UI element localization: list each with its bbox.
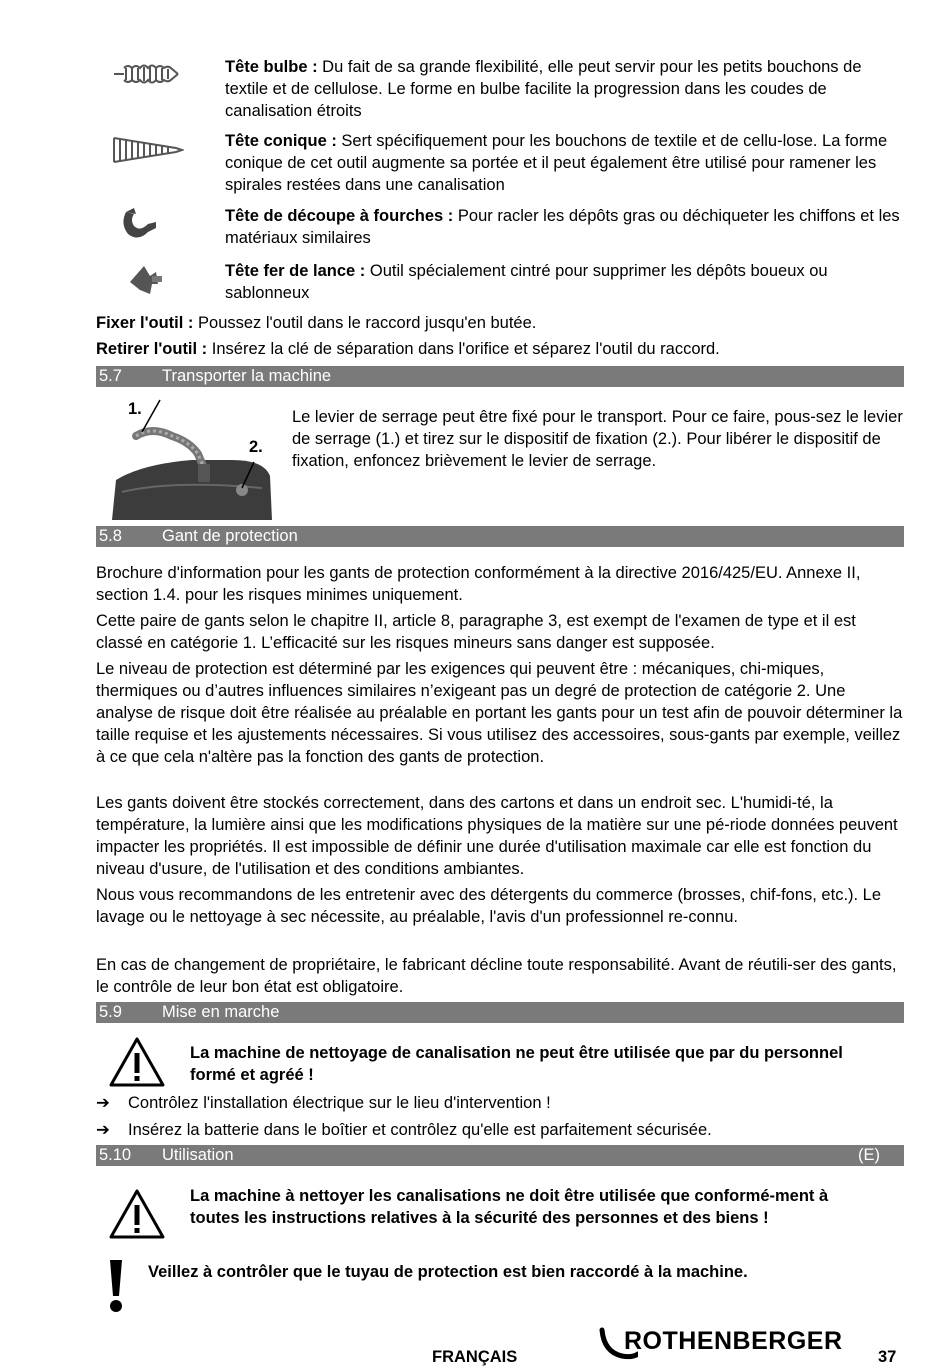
glove-paragraph-4: Les gants doivent être stockés correctement, dans des cartons et dans un endroit sec. L'humidi-té, la température, la lumière ainsi que les modifications physiques de la matière sur une pé-riode données peuvent impacter les propriétés. Il est impossible de définir une durée d'utilisation maximale car elle est fonction du niveau d'usure, de l'utilisation et des conditions ambiantes.	[96, 794, 898, 878]
tool-name: Tête conique :	[225, 132, 337, 150]
remove-text: Insérez la clé de séparation dans l'orifice et séparez l'outil du raccord.	[207, 340, 720, 358]
tool-text: Du fait de sa grande flexibilité, elle peut servir pour les petits bouchons de textile et de cellulose. Le forme en bulbe facilite la progression dans les coudes de canalisation étroits	[225, 58, 862, 120]
section-number: 5.9	[99, 1003, 122, 1021]
section-title: Transporter la machine	[162, 367, 332, 385]
hose-note: Veillez à contrôler que le tuyau de protection est bien raccordé à la machine.	[148, 1263, 748, 1281]
warning-triangle-icon	[108, 1036, 166, 1088]
tool-description-bulb	[225, 56, 905, 122]
tool-name: Tête fer de lance :	[225, 262, 366, 280]
tool-text: Sert spécifiquement pour les bouchons de textile et de cellu-lose. La forme conique de cet outil augmente sa portée et il peut également être utilisé pour ramener les spirales restées dans une canalisation	[225, 132, 888, 194]
section-number: 5.8	[99, 527, 122, 545]
remove-label: Retirer l'outil :	[96, 340, 208, 358]
startup-warning: La machine de nettoyage de canalisation ne peut être utilisée que par du personnel formé et agréé !	[190, 1044, 843, 1084]
section-header-5-7	[96, 366, 904, 387]
bullet-text: Insérez la batterie dans le boîtier et contrôlez qu'elle est parfaitement sécurisée.	[128, 1121, 712, 1139]
glove-paragraph-3: Le niveau de protection est déterminé par les exigences qui peuvent être : mécaniques, chi-miques, thermiques ou d’autres influences similaires n’exigeant pas un degré de protection de catégorie 2. Une analyse de risque doit être réalisée au préalable en portant les gants pour un test afin de pouvoir déterminer la taille requise et les ajustements nécessaires. Si vous utilisez des accessoires, sous-gants par exemple, veillez à ce que cela n'altère pas la fonction des gants de protection.	[96, 660, 903, 766]
fix-label: Fixer l'outil :	[96, 314, 194, 332]
tool-text: Pour racler les dépôts gras ou déchiqueter les chiffons et les matériaux similaires	[225, 207, 900, 247]
section-title: Utilisation	[162, 1146, 234, 1164]
callout-label-2: 2.	[249, 438, 263, 456]
tool-description-spear	[225, 260, 905, 304]
section-tag: (E)	[858, 1146, 880, 1164]
section-number: 5.10	[99, 1146, 132, 1164]
tool-text: Outil spécialement cintré pour supprimer les dépôts boueux ou sablonneux	[225, 262, 828, 302]
glove-paragraph-2: Cette paire de gants selon le chapitre II, article 8, paragraphe 3, est exempt de l'examen de type et il est classé en catégorie 1. L’efficacité sur les risques mineurs sans danger est supposée.	[96, 612, 856, 652]
usage-warning: La machine à nettoyer les canalisations ne doit être utilisée que conformé-ment à toutes les instructions relatives à la sécurité des personnes et des biens !	[190, 1187, 829, 1227]
bulb-head-icon	[112, 60, 182, 88]
machine-transport-illustration	[112, 396, 276, 520]
spearhead-icon	[126, 262, 166, 298]
footer-language: FRANÇAIS	[432, 1348, 518, 1366]
fix-text: Poussez l'outil dans le raccord jusqu'en butée.	[193, 314, 537, 332]
footer-brand: ROTHENBERGER	[624, 1327, 843, 1355]
fork-cutter-icon	[118, 206, 160, 242]
exclamation-icon	[106, 1258, 126, 1314]
tool-description-fork	[225, 205, 905, 249]
bullet-text: Contrôlez l'installation électrique sur le lieu d'intervention !	[128, 1094, 551, 1112]
page-number: 37	[878, 1348, 897, 1366]
list-item	[96, 1119, 906, 1141]
callout-label-1: 1.	[128, 400, 142, 418]
section-header-5-8	[96, 526, 904, 547]
fix-tool-line	[96, 312, 906, 334]
warning-triangle-icon	[108, 1188, 166, 1240]
glove-paragraph-5: Nous vous recommandons de les entretenir avec des détergents du commerce (brosses, chif-fons, etc.). Le lavage ou le nettoyage à sec nécessite, au préalable, l'avis d'un professionnel re-connu.	[96, 886, 882, 926]
glove-paragraph-6: En cas de changement de propriétaire, le fabricant décline toute responsabilité. Avant de réutili-ser des gants, le contrôle de leur bon état est obligatoire.	[96, 956, 897, 996]
section-title: Gant de protection	[162, 527, 298, 545]
tool-name: Tête de découpe à fourches :	[225, 207, 454, 225]
tool-name: Tête bulbe :	[225, 58, 318, 76]
section-header-5-9	[96, 1002, 904, 1023]
list-item	[96, 1092, 906, 1114]
conical-head-icon	[110, 132, 184, 168]
section-number: 5.7	[99, 367, 122, 385]
glove-paragraph-1: Brochure d'information pour les gants de protection conformément à la directive 2016/425/EU. Annexe II, section 1.4. pour les risques minimes uniquement.	[96, 564, 861, 604]
remove-tool-line	[96, 338, 906, 360]
arrow-icon: ➔	[96, 1094, 110, 1112]
section-title: Mise en marche	[162, 1003, 280, 1021]
section-header-5-10	[96, 1145, 904, 1166]
transport-text: Le levier de serrage peut être fixé pour le transport. Pour ce faire, pous-sez le levier de serrage (1.) et tirez sur le dispositif de fixation (2.). Pour libérer le dispositif de fixation, enfoncez brièvement le levier de serrage.	[292, 408, 903, 470]
tool-description-conical	[225, 130, 905, 196]
arrow-icon: ➔	[96, 1121, 110, 1139]
